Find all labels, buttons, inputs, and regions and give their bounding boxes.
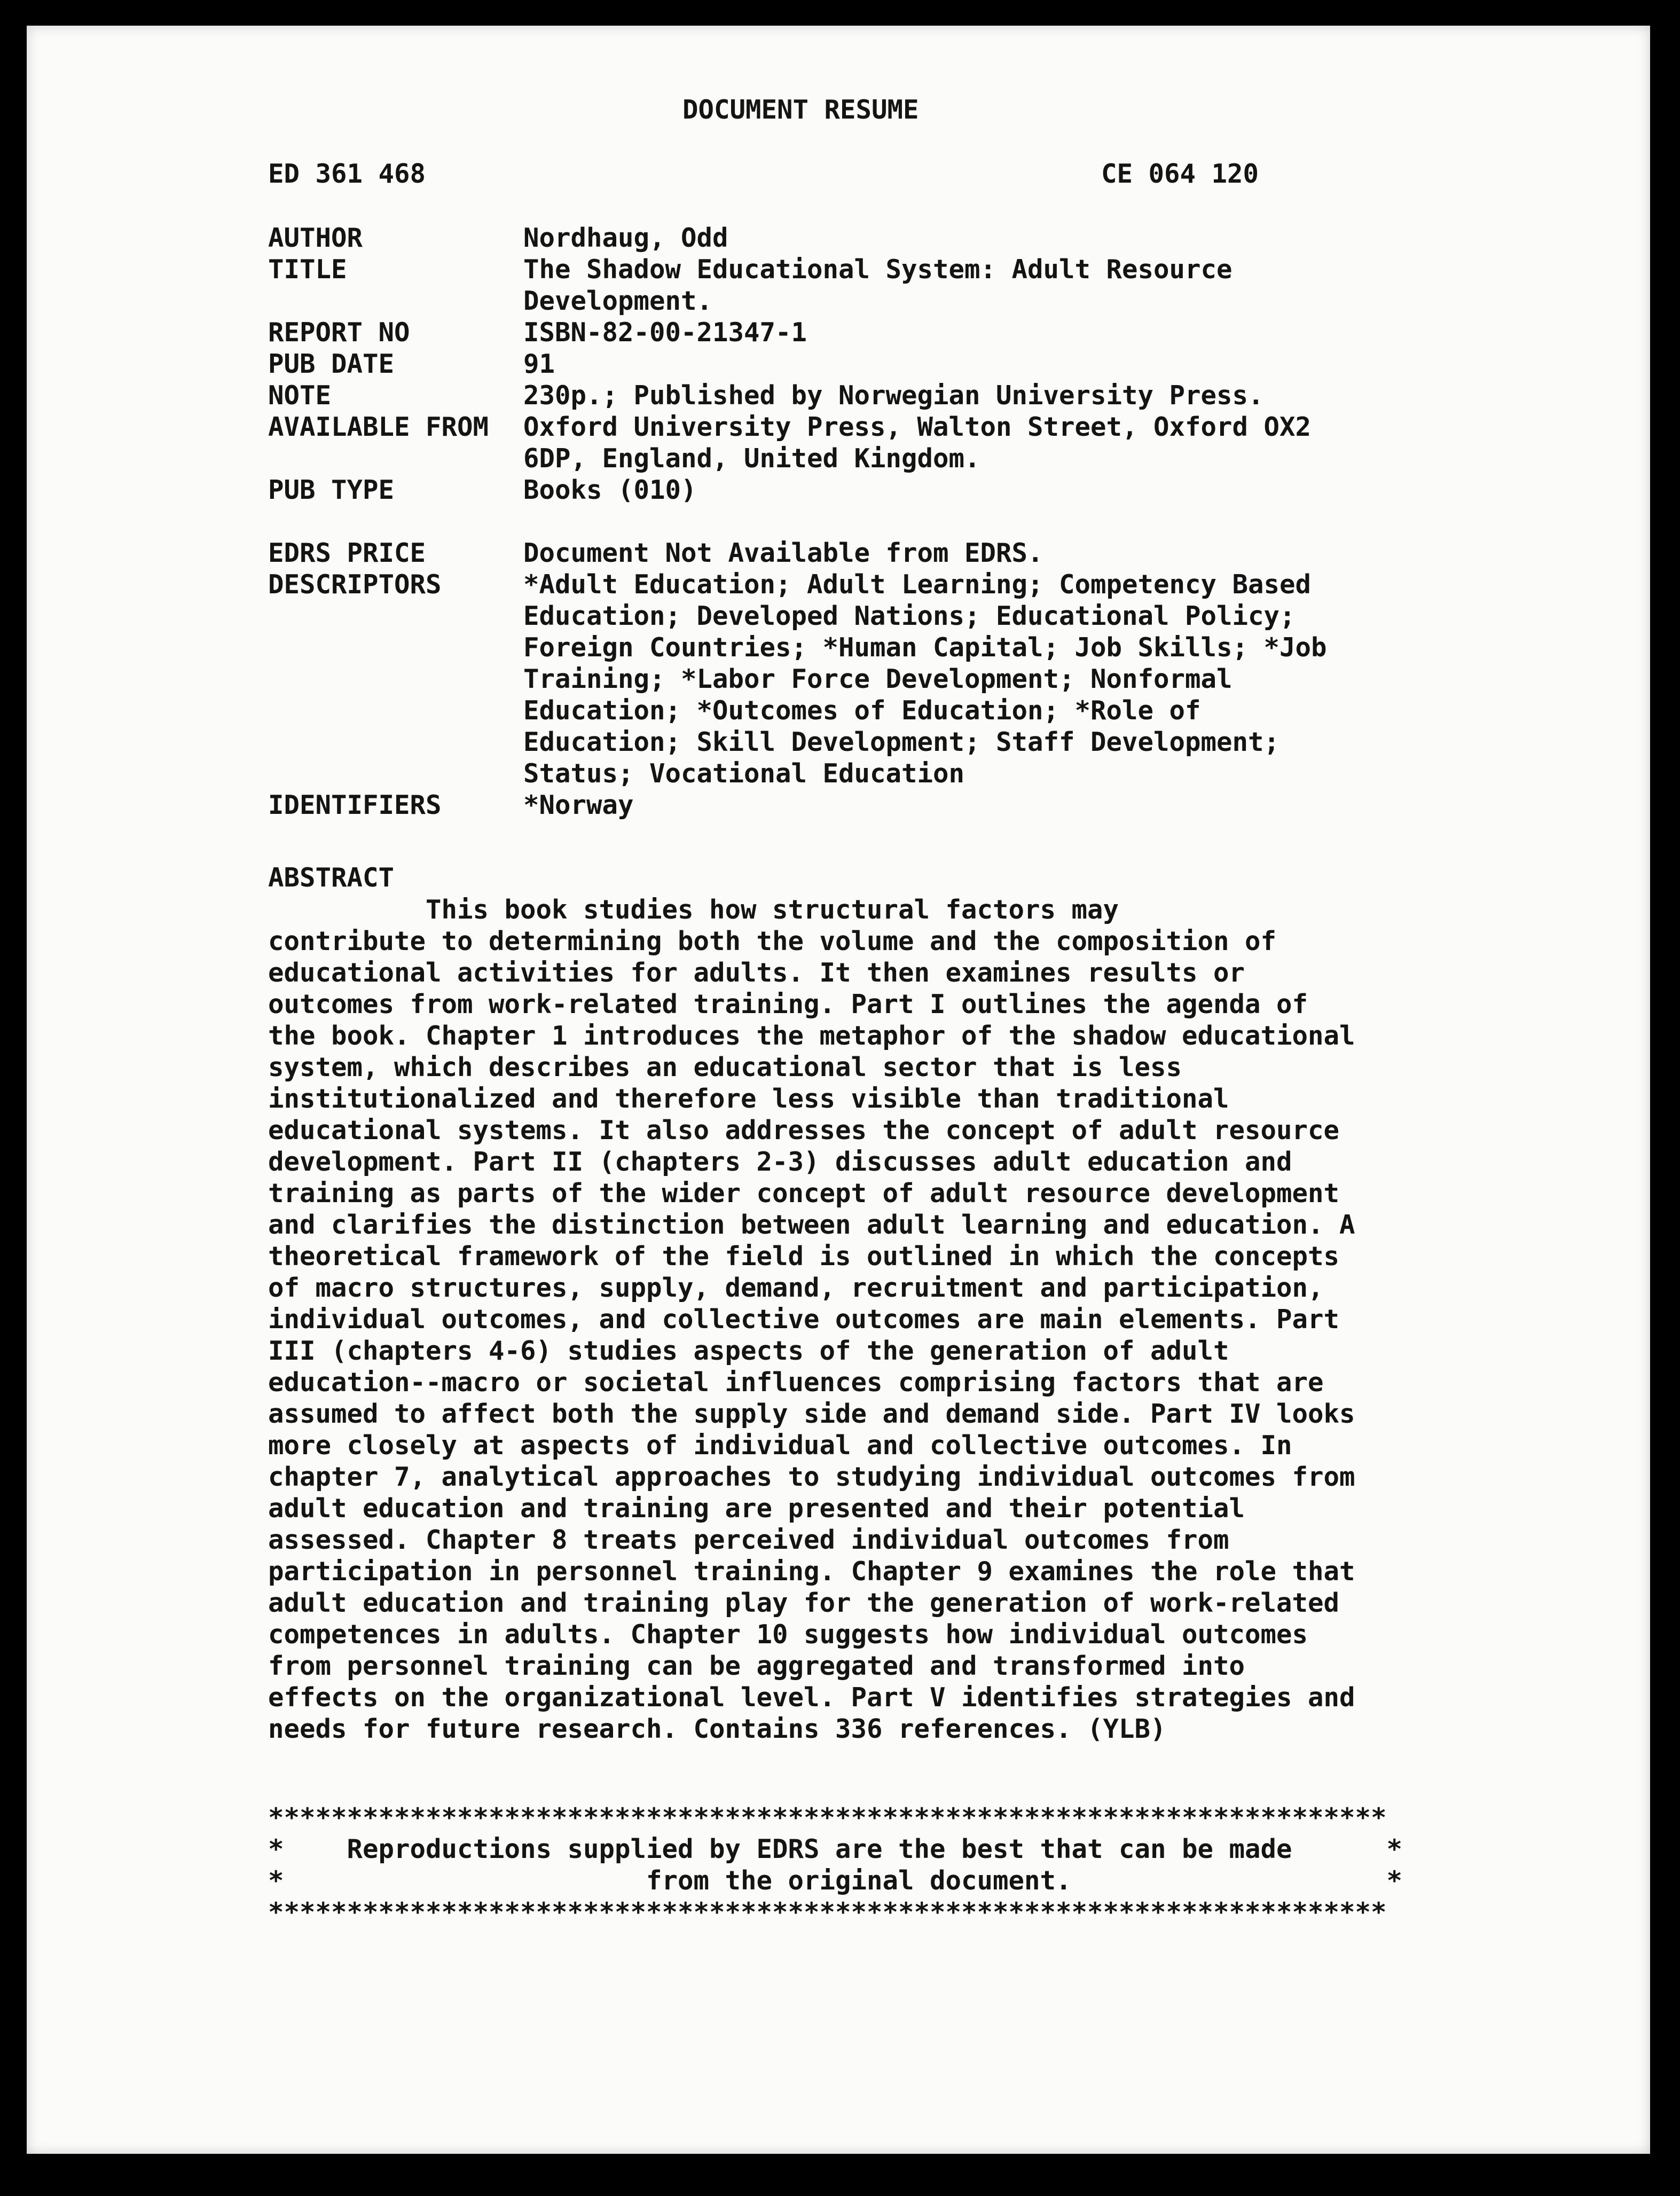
reproduction-notice-box bbox=[268, 1802, 1402, 1928]
field-value: Books (010) bbox=[523, 475, 697, 505]
abstract-body: This book studies how structural factors may contribute to determining both the volume and the composition of educational activities for adults. It then examines results or outcomes from work-related training. Part I outlines the agenda of the book. Chapter 1 introduces the metaphor of the shadow educational system, which describes an educational sector that is less institutionalized and therefore less visible than traditional educational systems. It also addresses the concept of adult resource development. Part II (chapters 2-3) discusses adult education and training as parts of the wider concept of adult resource development and clarifies the distinction between adult learning and education. A theoretical framework of the field is outlined in which the concepts of macro structures, supply, demand, recruitment and participation, individual outcomes, and collective outcomes are main elements. Part III (chapters 4-6) studies aspects of the generation of adult education--macro or societal influences comprising factors that are assumed to affect both the supply side and demand side. Part IV looks more closely at aspects of individual and collective outcomes. In chapter 7, analytical approaches to studying individual outcomes from adult education and training are presented and their potential assessed. Chapter 8 treats perceived individual outcomes from participation in personnel training. Chapter 9 examines the role that adult education and training play for the generation of work-related competences in adults. Chapter 10 suggests how individual outcomes from personnel training can be aggregated and transformed into effects on the organizational level. Part V identifies strategies and needs for future research. Contains 336 references. (YLB) bbox=[268, 895, 1355, 1744]
star-border-top: *********************************************************************** bbox=[268, 1802, 1387, 1833]
field-value: The Shadow Educational System: Adult Resource Development. bbox=[523, 254, 1232, 316]
field-label: PUB DATE bbox=[268, 349, 395, 379]
field-pub-date bbox=[268, 348, 1657, 380]
section-gap bbox=[268, 506, 1657, 537]
bibliographic-fields bbox=[268, 222, 1657, 821]
document-paper bbox=[27, 26, 1650, 2154]
abstract-heading: ABSTRACT bbox=[268, 862, 395, 893]
field-author bbox=[268, 222, 1657, 254]
field-label: EDRS PRICE bbox=[268, 538, 426, 568]
star-border-bottom: *********************************************************************** bbox=[268, 1897, 1387, 1927]
field-label: DESCRIPTORS bbox=[268, 569, 442, 600]
field-identifiers bbox=[268, 789, 1657, 821]
field-title bbox=[268, 254, 1657, 317]
field-note bbox=[268, 380, 1657, 411]
reproduction-notice-line1: * Reproductions supplied by EDRS are the best that can be made * bbox=[268, 1834, 1403, 1864]
reproduction-notice-line2: * from the original document. * bbox=[268, 1865, 1403, 1896]
field-label: REPORT NO bbox=[268, 317, 410, 348]
field-value: Oxford University Press, Walton Street, Oxford OX2 6DP, England, United Kingdom. bbox=[523, 412, 1312, 474]
field-label: AUTHOR bbox=[268, 223, 363, 253]
field-value: 230p.; Published by Norwegian University Press. bbox=[523, 380, 1264, 411]
field-label: IDENTIFIERS bbox=[268, 790, 442, 820]
field-value: 91 bbox=[523, 349, 555, 379]
field-value: *Adult Education; Adult Learning; Competency Based Education; Developed Nations; Educational Policy; Foreign Countries; *Human Capital; Job Skills; *Job Training; *Labor Force Development; Nonformal Education; *Outcomes of Education; *Role of Education; Skill Development; Staff Development; Status; Vocational Education bbox=[523, 569, 1327, 789]
field-label: NOTE bbox=[268, 380, 332, 411]
field-available-from bbox=[268, 411, 1657, 474]
field-edrs-price bbox=[268, 537, 1657, 569]
field-label: AVAILABLE FROM bbox=[268, 412, 489, 442]
field-value: Document Not Available from EDRS. bbox=[523, 538, 1043, 568]
ed-number: ED 361 468 bbox=[268, 159, 426, 189]
document-title: DOCUMENT RESUME bbox=[682, 95, 919, 125]
ce-number: CE 064 120 bbox=[1101, 159, 1259, 189]
field-pub-type bbox=[268, 474, 1657, 506]
field-value: Nordhaug, Odd bbox=[523, 223, 728, 253]
field-value: ISBN-82-00-21347-1 bbox=[523, 317, 807, 348]
field-label: PUB TYPE bbox=[268, 475, 395, 505]
field-label: TITLE bbox=[268, 254, 347, 285]
field-report-no bbox=[268, 317, 1657, 348]
field-value: *Norway bbox=[523, 790, 634, 820]
field-descriptors bbox=[268, 569, 1657, 789]
